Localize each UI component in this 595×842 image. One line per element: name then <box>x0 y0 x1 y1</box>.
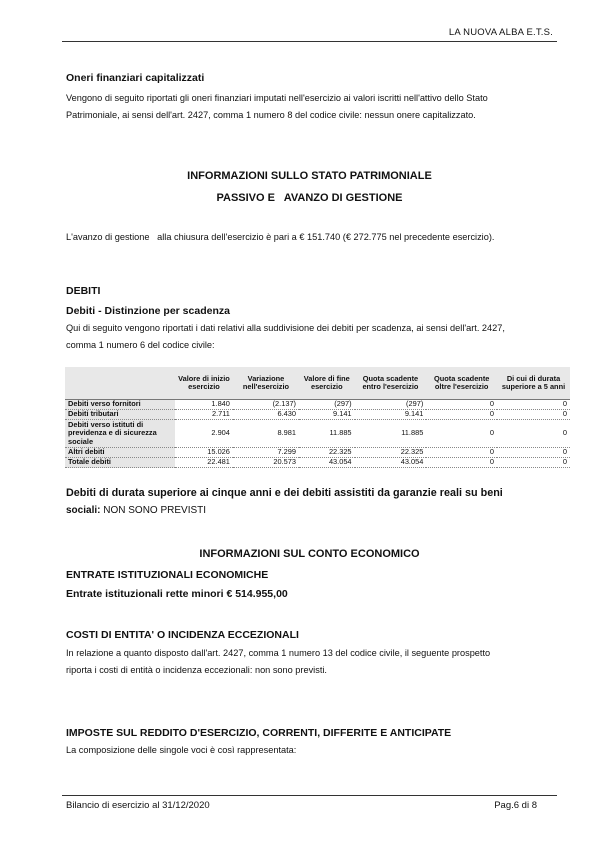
table-header-cell: Variazione nell'esercizio <box>233 367 299 400</box>
debiti-lunga-durata-line <box>66 505 206 516</box>
table-cell: 7.299 <box>277 447 297 457</box>
oneri-line-2: Patrimoniale, ai sensi dell'art. 2427, comma 1 numero 8 del codice civile: nessun onere capitalizzato. <box>66 110 476 120</box>
table-cell: 0 <box>489 428 495 438</box>
table-cell: 0 <box>562 428 567 438</box>
table-row-label: Debiti verso istituti di previdenza e di sicurezza sociale <box>65 420 175 448</box>
imposte-line-1: La composizione delle singole voci è così rappresentata: <box>66 745 297 755</box>
header-divider <box>62 41 557 42</box>
table-header-row <box>65 367 570 400</box>
table-cell: 43.054 <box>328 457 352 467</box>
debiti-paragraph <box>66 320 561 354</box>
table-cell: 11.885 <box>329 428 352 438</box>
table-cell: 0 <box>562 399 567 409</box>
table-cell: 0 <box>489 409 495 419</box>
table-cell: 6.430 <box>277 409 297 419</box>
avanzo-text: L'avanzo di gestione alla chiusura dell'esercizio è pari a € 151.740 (€ 272.775 nel precedente esercizio). <box>66 232 495 242</box>
table-row <box>65 448 570 458</box>
table-cell: 8.981 <box>277 428 297 438</box>
table-cell: 1.840 <box>211 399 230 409</box>
table-cell: (297) <box>334 399 352 409</box>
section-title-oneri: Oneri finanziari capitalizzati <box>66 72 205 84</box>
table-cell: 0 <box>562 457 567 467</box>
debiti-scadenza-table <box>65 367 570 468</box>
stato-patrimoniale-title: INFORMAZIONI SULLO STATO PATRIMONIALE <box>187 170 432 182</box>
footer-document-title: Bilancio di esercizio al 31/12/2020 <box>66 800 210 811</box>
table-row <box>65 420 570 448</box>
costi-line-1: In relazione a quanto disposto dall'art. 2427, comma 1 numero 13 del codice civile, il seguente prospetto <box>66 648 491 658</box>
table-row-label: Totale debiti <box>65 458 175 468</box>
table-cell: 0 <box>562 409 567 419</box>
imposte-title: IMPOSTE SUL REDDITO D'ESERCIZIO, CORRENTI, DIFFERITE E ANTICIPATE <box>66 727 452 739</box>
table-cell: 15.026 <box>207 447 230 457</box>
debiti-lunga-durata-title: Debiti di durata superiore ai cinque anni e dei debiti assistiti da garanzie reali su beni <box>66 487 503 499</box>
debiti-lunga-durata-value: NON SONO PREVISTI <box>103 505 207 516</box>
table-row-total <box>65 458 570 468</box>
costi-paragraph <box>66 645 561 679</box>
table-header-cell: Valore di inizio esercizio <box>175 367 233 400</box>
table-cell: 0 <box>489 399 495 409</box>
oneri-paragraph <box>66 90 561 124</box>
oneri-line-1: Vengono di seguito riportati gli oneri finanziari imputati nell'esercizio ai valori iscritti nell'attivo dello Stato <box>66 93 488 103</box>
table-header-cell: Quota scadente oltre l'esercizio <box>426 367 497 400</box>
table-header-cell: Di cui di durata superiore a 5 anni <box>497 367 570 400</box>
conto-economico-title: INFORMAZIONI SUL CONTO ECONOMICO <box>199 548 420 560</box>
passivo-avanzo-title: PASSIVO E AVANZO DI GESTIONE <box>216 192 403 204</box>
table-cell: 43.054 <box>400 457 424 467</box>
debiti-line-1: Qui di seguito vengono riportati i dati relativi alla suddivisione dei debiti per scadenza, ai sensi dell'art. 2427, <box>66 323 505 333</box>
table-cell: 2.711 <box>211 409 230 419</box>
header-org-name: LA NUOVA ALBA E.T.S. <box>448 27 553 38</box>
table-row-label: Altri debiti <box>65 448 175 458</box>
table-row <box>65 410 570 420</box>
table-cell: 11.885 <box>401 428 424 438</box>
table-cell: 0 <box>562 447 567 457</box>
table-row-label: Debiti tributari <box>65 410 175 420</box>
table-cell: 22.325 <box>400 447 424 457</box>
table-cell: 22.325 <box>328 447 352 457</box>
table-header-cell: Quota scadente entro l'esercizio <box>355 367 427 400</box>
table-cell: 0 <box>489 457 495 467</box>
debiti-title: DEBITI <box>66 285 101 297</box>
debiti-subtitle: Debiti - Distinzione per scadenza <box>66 305 230 317</box>
table-cell: 22.481 <box>207 457 230 467</box>
table-cell: (297) <box>406 399 424 409</box>
table-cell: 9.141 <box>404 409 424 419</box>
table-header-cell: Valore di fine esercizio <box>299 367 355 400</box>
table-cell: (2.137) <box>272 399 297 409</box>
footer-page-number: Pag.6 di 8 <box>494 800 537 811</box>
table-cell: 20.573 <box>273 457 297 467</box>
footer-divider <box>62 795 557 796</box>
table-cell: 0 <box>489 447 495 457</box>
table-row <box>65 400 570 410</box>
debiti-line-2: comma 1 numero 6 del codice civile: <box>66 340 215 350</box>
entrate-rette-text: Entrate istituzionali rette minori € 514.955,00 <box>66 588 288 600</box>
table-cell: 2.904 <box>211 428 230 438</box>
table-header-cell <box>65 367 175 400</box>
entrate-istituzionali-title: ENTRATE ISTITUZIONALI ECONOMICHE <box>66 569 269 581</box>
table-cell: 9.141 <box>333 409 352 419</box>
table-row-label: Debiti verso fornitori <box>65 400 175 410</box>
costi-line-2: riporta i costi di entità o incidenza eccezionali: non sono previsti. <box>66 665 327 675</box>
debiti-lunga-durata-label: sociali: <box>66 505 101 516</box>
costi-eccezionali-title: COSTI DI ENTITA' O INCIDENZA ECCEZIONALI <box>66 629 299 641</box>
